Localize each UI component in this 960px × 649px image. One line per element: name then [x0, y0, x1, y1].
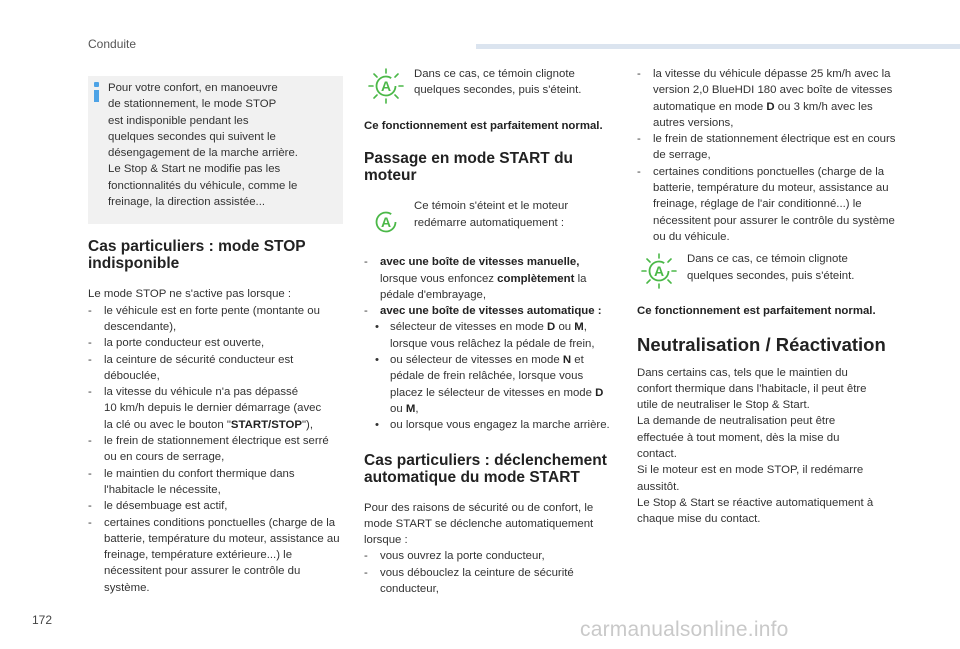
list-item: - la vitesse du véhicule dépasse 25 km/h avec la version 2,0 BlueHDI 180 avec boîte de vitesses automatique en mode D ou 3 km/h avec les autres versions, — [637, 66, 897, 131]
blink-text: Dans ce cas, ce témoin clignote quelques secondes, puis s'éteint. — [687, 253, 855, 282]
stop-unavailable-intro: Le mode STOP ne s'active pas lorsque : — [88, 288, 292, 301]
list-item: - le frein de stationnement électrique est en cours de serrage, — [637, 131, 897, 164]
item-text: la clé ou avec le bouton " — [104, 418, 231, 431]
blink-indicator-block-2 — [637, 251, 897, 291]
svg-text:A: A — [653, 263, 665, 280]
blink-text: Dans ce cas, ce témoin clignote quelques secondes, puis s'éteint. — [414, 68, 582, 97]
info-icon — [94, 82, 99, 102]
list-item: - certaines conditions ponctuelles (charge de la batterie, température du moteur, assistance au freinage, réglage de l'air conditionné...) le nécessitent pour assurer le contrôle du système ou du véhicule. — [637, 164, 897, 245]
list-item: - avec une boîte de vitesses automatique : — [364, 303, 619, 319]
start-mode-title: Passage en mode START du moteur — [364, 150, 574, 185]
auto-start-intro: Pour des raisons de sécurité ou de confort, le mode START se déclenche automatiquement lorsque : — [364, 501, 594, 547]
list-item: - le véhicule est en forte pente (montante ou descendante), — [88, 303, 343, 336]
info-note — [88, 76, 343, 224]
item-text: la vitesse du véhicule n'a pas dépassé — [104, 386, 299, 399]
list-item: - la ceinture de sécurité conducteur est débouclée, — [88, 352, 343, 385]
list-item: - la porte conducteur est ouverte, — [88, 335, 343, 351]
auto-a-blink-icon — [368, 68, 404, 104]
list-item: - certaines conditions ponctuelles (charge de la batterie, température du moteur, assistance au freinage, température extérieure...) le nécessitent pour assurer le contrôle du système. — [88, 515, 343, 596]
start-indicator-block — [364, 198, 619, 242]
svg-text:A: A — [380, 214, 392, 231]
column-1 — [88, 76, 343, 596]
list-item: • ou lorsque vous engagez la marche arrière. — [364, 417, 619, 433]
list-item: • sélecteur de vitesses en mode D ou M, lorsque vous relâchez la pédale de frein, — [364, 319, 619, 352]
list-item: - avec une boîte de vitesses manuelle, lorsque vous enfoncez complètement la pédale d'embrayage, — [364, 254, 619, 303]
neutral-text: Dans certains cas, tels que le maintien du confort thermique dans l'habitacle, il peut être utile de neutraliser le Stop & Start. La demande de neutralisation peut être effectuée à tout moment, dès la mise du contact. Si le moteur est en mode STOP, il redémarre aussitôt. Le Stop & Start se réactive automatiquement à chaque mise du contact. — [637, 366, 874, 526]
neutral-title: Neutralisation / Réactivation — [637, 333, 886, 355]
list-item: • ou sélecteur de vitesses en mode N et pédale de frein relâchée, lorsque vous placez le sélecteur de vitesses en mode D ou M, — [364, 352, 619, 417]
header-bar — [476, 44, 960, 49]
note-text: Pour votre confort, en manoeuvre de stationnement, le mode STOP est indisponible pendant les quelques secondes qui suivent le désengagement de la marche arrière. Le Stop & Start ne modifie pas les fonctionnalités du véhicule, comme le freinage, la direction assistée... — [108, 82, 298, 209]
auto-start-title: Cas particuliers : déclenchement automatique du mode START — [364, 451, 607, 486]
list-item: - vous ouvrez la porte conducteur, — [364, 548, 619, 564]
column-2 — [364, 66, 619, 597]
auto-a-blink-icon — [641, 253, 677, 289]
list-item — [88, 384, 343, 433]
item-text: 10 km/h depuis le dernier démarrage (avec — [104, 402, 322, 415]
section-title: Conduite — [88, 37, 137, 51]
list-item: - le frein de stationnement électrique est serré ou en cours de serrage, — [88, 433, 343, 466]
start-indicator-text: Ce témoin s'éteint et le moteur redémarre automatiquement : — [414, 200, 569, 229]
start-stop-button-label: START/STOP — [230, 418, 302, 431]
column-3 — [637, 66, 897, 528]
page-number: 172 — [32, 613, 53, 627]
watermark: carmanualsonline.info — [580, 618, 789, 641]
normal-text: Ce fonctionnement est parfaitement normal. — [364, 120, 603, 132]
normal-text: Ce fonctionnement est parfaitement normal. — [637, 305, 876, 318]
svg-text:A: A — [380, 78, 392, 94]
list-item: - vous débouclez la ceinture de sécurité conducteur, — [364, 565, 619, 598]
list-item: - le maintien du confort thermique dans l'habitacle le nécessite, — [88, 466, 343, 499]
list-item: - le désembuage est actif, — [88, 498, 343, 514]
stop-unavailable-title: Cas particuliers : mode STOP indisponible — [88, 238, 306, 273]
blink-indicator-block — [364, 66, 619, 106]
item-text: "), — [302, 418, 314, 431]
auto-a-icon — [368, 204, 404, 240]
